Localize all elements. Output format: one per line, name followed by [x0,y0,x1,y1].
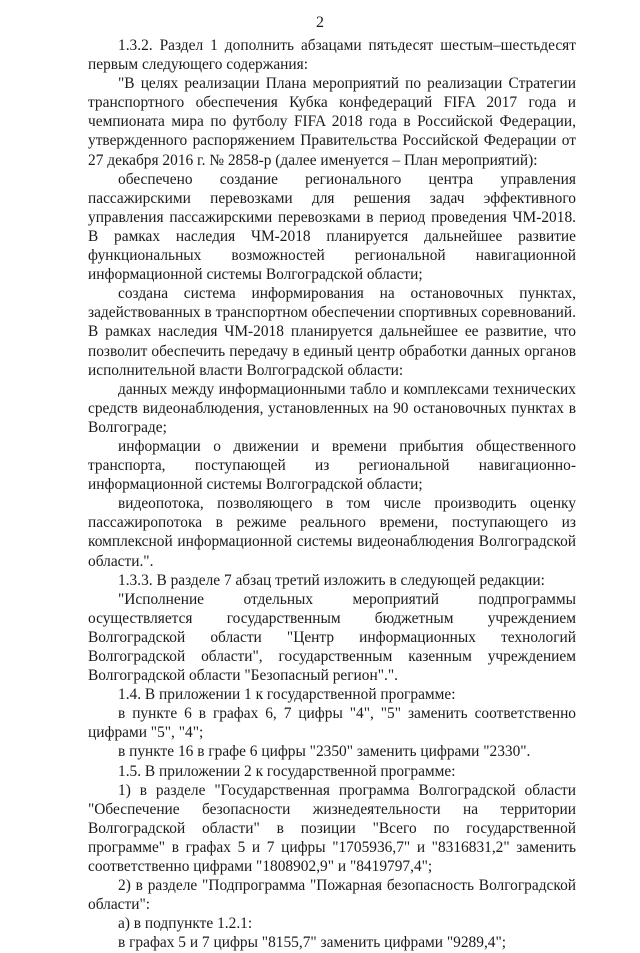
paragraph-section-1: 1) в разделе "Государственная программа Волгоградской области "Обеспечение безопасности жизнедеятельности на территории Волгоградской области" в позиции "Всего по государственной программе" в графах 5 и 7 цифры "1705936,7" и "8316831,2" заменить соответственно цифрами "1808902,9" и "8419797,4"; [88,781,576,876]
paragraph-columns-5-7: в графах 5 и 7 цифры "8155,7" заменить цифрами "9289,4"; [118,934,507,952]
paragraph-data-list-item: данных между информационными табло и комплексами технических средств видеонаблюдения, установленных на 90 остановочных пунктах в Волгограде; [88,380,576,436]
paragraph-info-system: создана система информирования на остановочных пунктах, задействованных в транспортном обеспечении спортивных соревнований. В рамках наследия ЧМ-2018 планируется дальнейшее ее развитие, что позволит обеспечить передачу в единый центр обработки данных органов исполнительной власти Волгоградской области: [88,285,576,379]
paragraph-item-6: в пункте 6 в графах 6, 7 цифры "4", "5" заменить соответственно цифрами "5", "4"; [88,705,576,742]
paragraph-subitem-a: а) в подпункте 1.2.1: [118,915,253,933]
paragraph-1-4: 1.4. В приложении 1 к государственной программе: [118,686,456,704]
page-number: 2 [316,14,324,31]
paragraph-info-list-item: информации о движении и времени прибытия общественного транспорта, поступающей из региональной навигационно-информационной системы Волгоградской области; [88,437,576,494]
paragraph-1-3-3: 1.3.3. В разделе 7 абзац третий изложить в следующей редакции: [118,571,545,589]
paragraph-1-5: 1.5. В приложении 2 к государственной программе: [118,762,456,780]
paragraph-item-16: в пункте 16 в графе 6 цифры "2350" заменить цифрами "2330". [118,743,531,761]
document-body [88,36,576,953]
paragraph-center-created: обеспечено создание регионального центра управления пассажирскими перевозками для решения задач эффективного управления пассажирскими перевозками в период проведения ЧМ-2018. В рамках наследия ЧМ-2018 планируется дальнейшее развитие функциональных возможностей региональной навигационной информационной системы Волгоградской области; [88,170,576,284]
paragraph-execution-quote: "Исполнение отдельных мероприятий подпрограммы осуществляется государственным бюджетным учреждением Волгоградской области "Центр информационных технологий Волгоградской области", государственным казенным учреждением Волгоградской области "Безопасный регион".". [88,590,576,685]
paragraph-section-2: 2) в разделе "Подпрограмма "Пожарная безопасность Волгоградской области": [88,877,576,914]
paragraph-video-list-item: видеопотока, позволяющего в том числе производить оценку пассажиропотока в режиме реального времени, поступающего из комплексной информационной системы видеонаблюдения Волгоградской области.". [88,495,576,570]
paragraph-1-3-2: 1.3.2. Раздел 1 дополнить абзацами пятьдесят шестым–шестьдесят первым следующего содержания: [88,37,576,74]
paragraph-quote-intro: "В целях реализации Плана мероприятий по реализации Стратегии транспортного обеспечения Кубка конфедераций FIFA 2017 года и чемпионата мира по футболу FIFA 2018 года в Российской Федерации, утвержденного распоряжением Правительства Российской Федерации от 27 декабря 2016 г. № 2858-р (далее именуется – План мероприятий): [88,75,576,169]
